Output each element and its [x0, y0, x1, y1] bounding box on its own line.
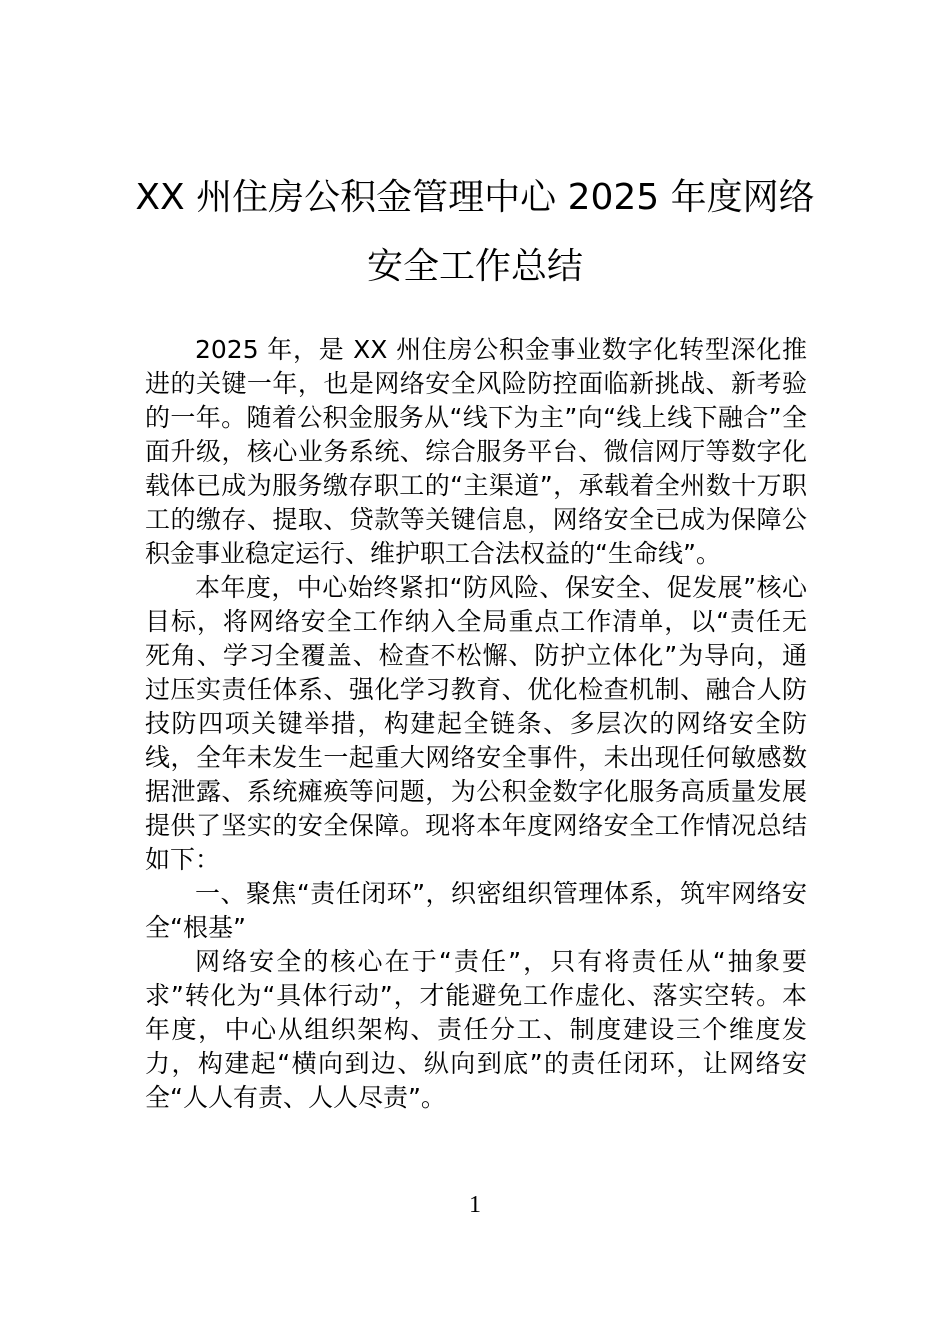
page-number: 1 — [469, 1192, 481, 1218]
intro-paragraph: 2025 年，是 XX 州住房公积金事业数字化转型深化推进的关键一年，也是网络安全风险防控面临新挑战、新考验的一年。随着公积金服务从“线下为主”向“线上线下融合”全面升级，核心业务系统、综合服务平台、微信网厅等数字化载体已成为服务缴存职工的“主渠道”，承载着全州数十万职工的缴存、提取、贷款等关键信息，网络安全已成为保障公积金事业稳定运行、维护职工合法权益的“生命线”。 — [145, 335, 807, 568]
overview-paragraph: 本年度，中心始终紧扣“防风险、保安全、促发展”核心目标，将网络安全工作纳入全局重点工作清单，以“责任无死角、学习全覆盖、检查不松懈、防护立体化”为导向，通过压实责任体系、强化学习教育、优化检查机制、融合人防技防四项关键举措，构建起全链条、多层次的网络安全防线，全年未发生一起重大网络安全事件，未出现任何敏感数据泄露、系统瘫痪等问题，为公积金数字化服务高质量发展提供了坚实的安全保障。现将本年度网络安全工作情况总结如下： — [145, 573, 807, 874]
section-paragraph: 网络安全的核心在于“责任”，只有将责任从“抽象要求”转化为“具体行动”，才能避免工作虚化、落实空转。本年度，中心从组织架构、责任分工、制度建设三个维度发力，构建起“横向到边、纵向到底”的责任闭环，让网络安全“人人有责、人人尽责”。 — [145, 947, 807, 1112]
document-title-line-2: 安全工作总结 — [366, 246, 583, 287]
section-heading: 一、聚焦“责任闭环”，织密组织管理体系，筑牢网络安全“根基” — [145, 879, 807, 942]
document-body — [145, 333, 807, 1115]
document-title-line-1: XX 州住房公积金管理中心 2025 年度网络 — [135, 177, 815, 218]
